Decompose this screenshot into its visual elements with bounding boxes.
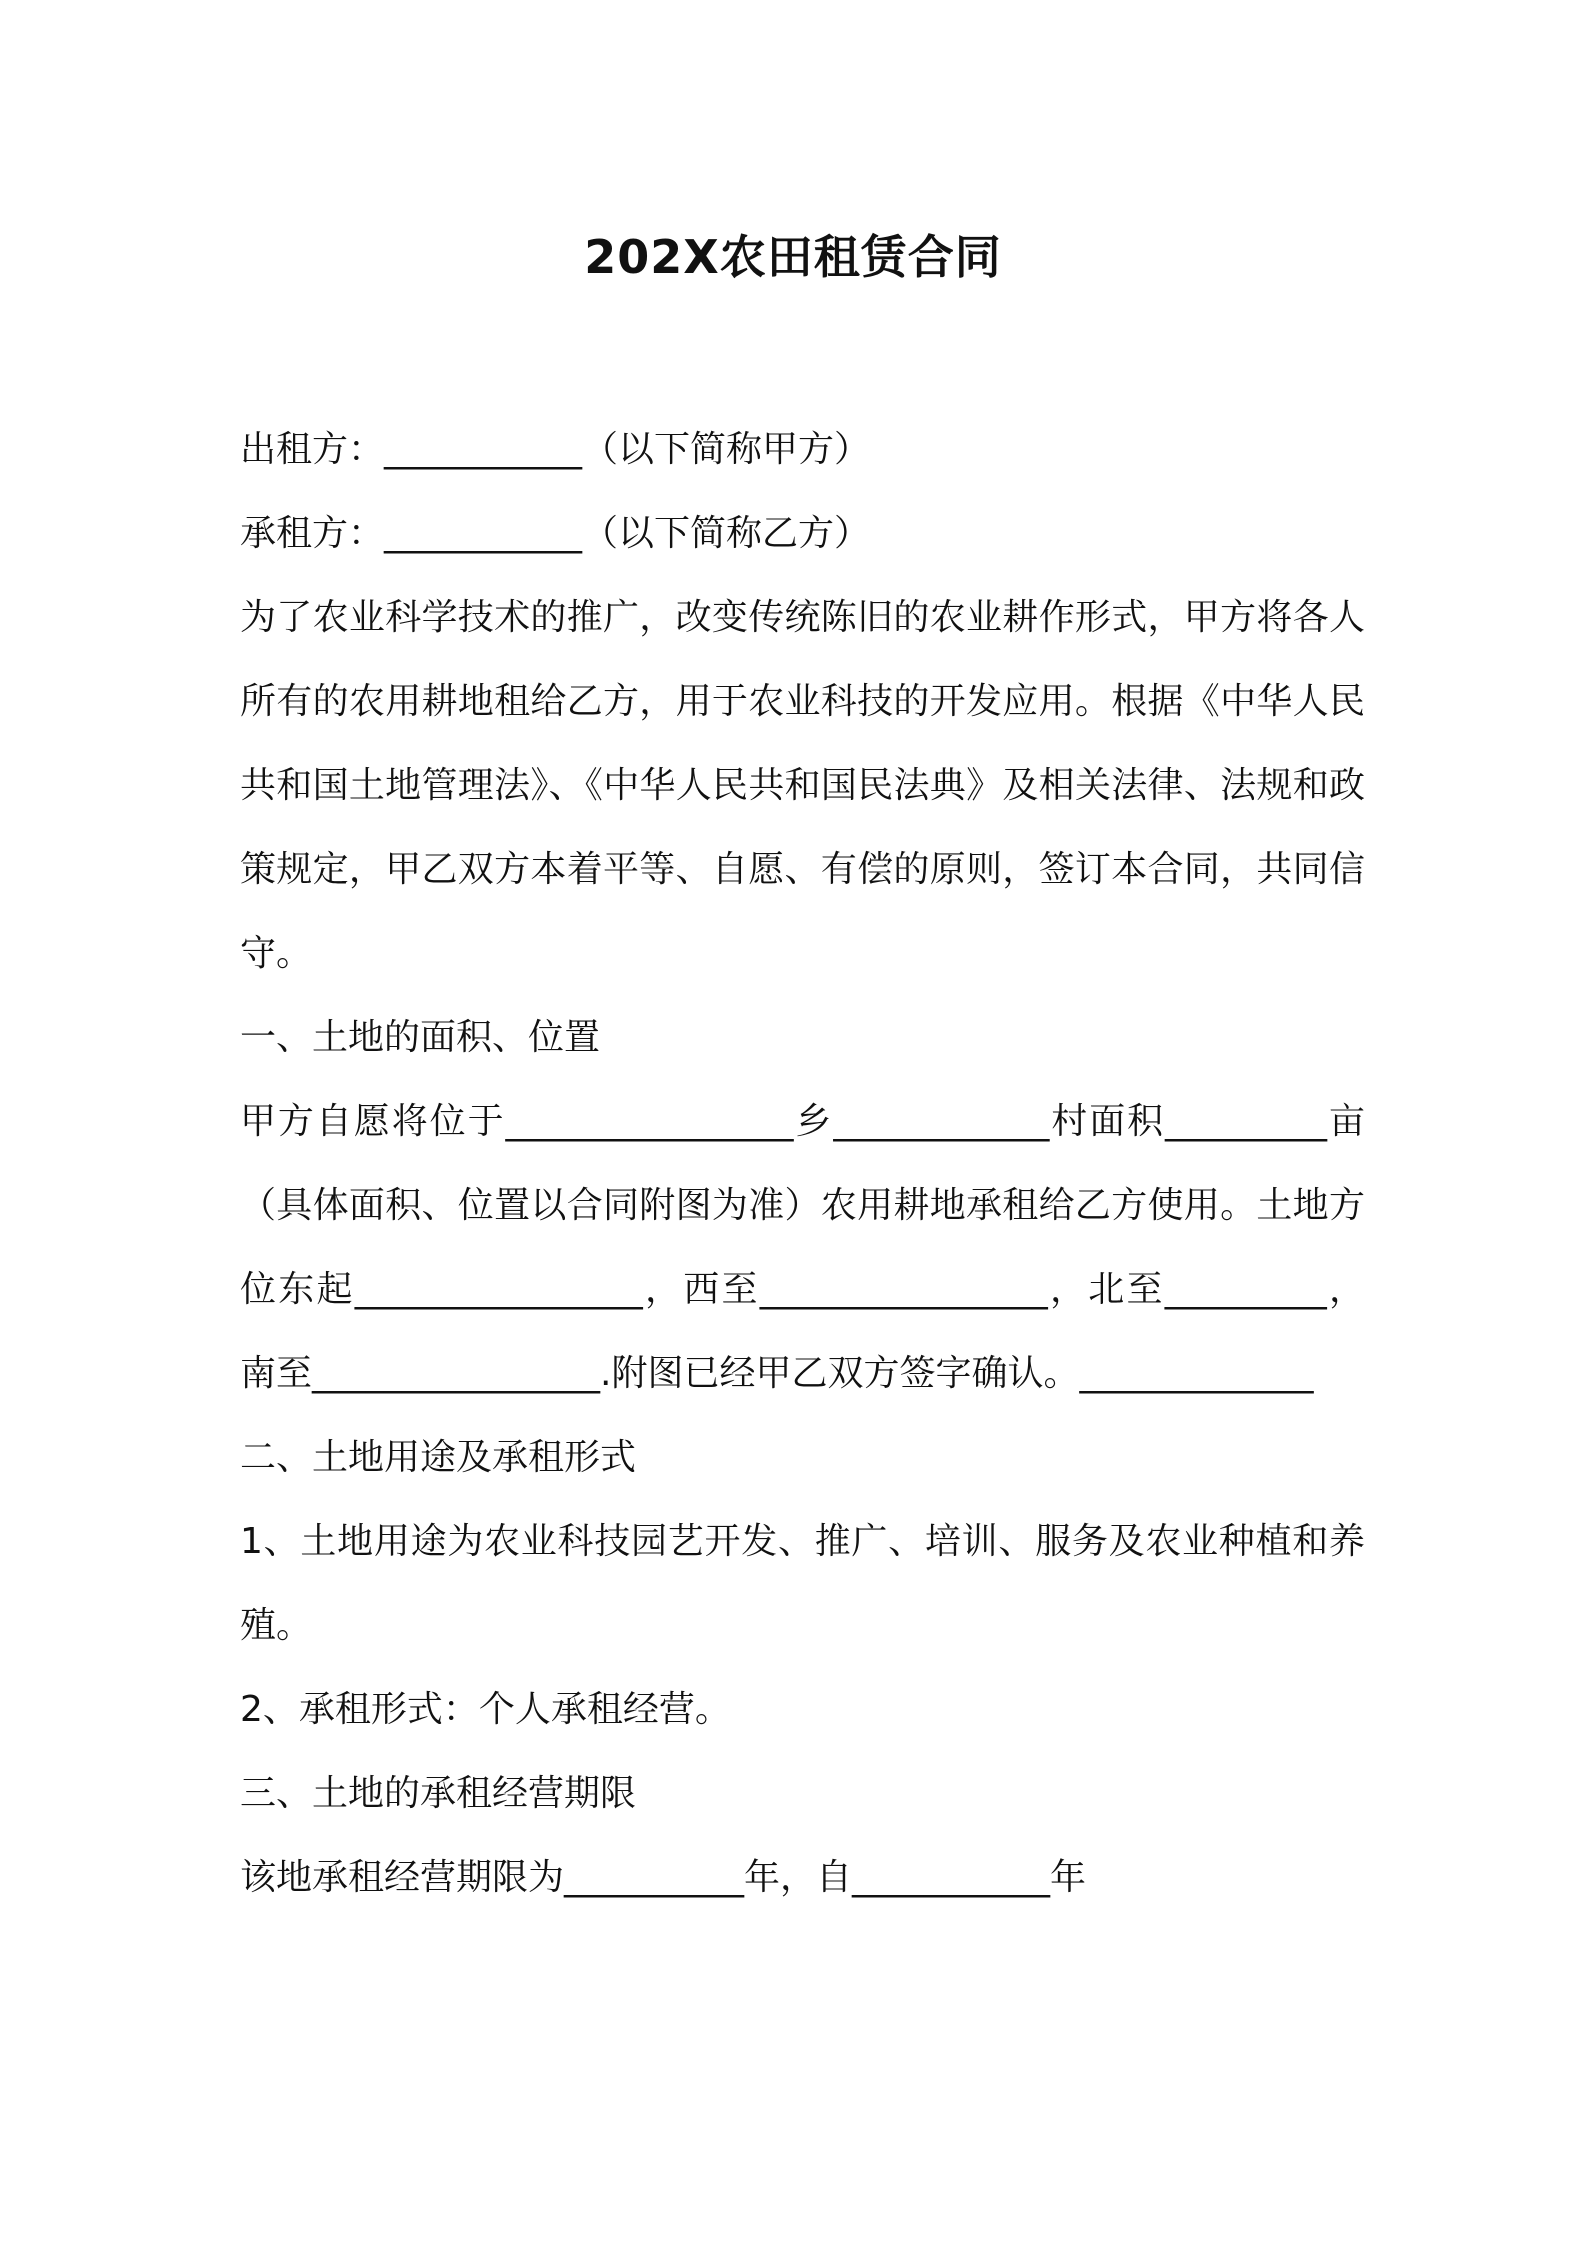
lessee-line: 承租方：___________（以下简称乙方） — [240, 513, 871, 554]
section-heading-usage: 二、土地用途及承租形式 — [240, 1437, 637, 1478]
document-title: 202X农田租赁合同 — [584, 230, 1002, 284]
usage-item-1: 1、土地用途为农业科技园艺开发、推广、培训、服务及农业种植和养殖。 — [240, 1521, 1365, 1646]
preamble-paragraph: 为了农业科学技术的推广，改变传统陈旧的农业耕作形式，甲方将各人所有的农用耕地租给乙方，用于农业科技的开发应用。根据《中华人民共和国土地管理法》、《中华人民共和国民法典》及相关法律、法规和政策规定，甲乙双方本着平等、自愿、有偿的原则，签订本合同，共同信守。 — [240, 597, 1365, 974]
lessor-line: 出租方：___________（以下简称甲方） — [240, 429, 871, 470]
document-body — [240, 408, 1365, 1920]
section-heading-area-location: 一、土地的面积、位置 — [240, 1017, 601, 1058]
section-text-area-location: 甲方自愿将位于________________乡____________村面积_________亩（具体面积、位置以合同附图为准）农用耕地承租给乙方使用。土地方位东起________________，西至________________，北至_________，南至________________.附图已经甲乙双方签字确认。_____________ — [240, 1101, 1365, 1394]
section-heading-term: 三、土地的承租经营期限 — [240, 1773, 637, 1814]
usage-item-2: 2、承租形式：个人承租经营。 — [240, 1689, 731, 1730]
section-text-term: 该地承租经营期限为__________年，自___________年 — [240, 1857, 1087, 1898]
